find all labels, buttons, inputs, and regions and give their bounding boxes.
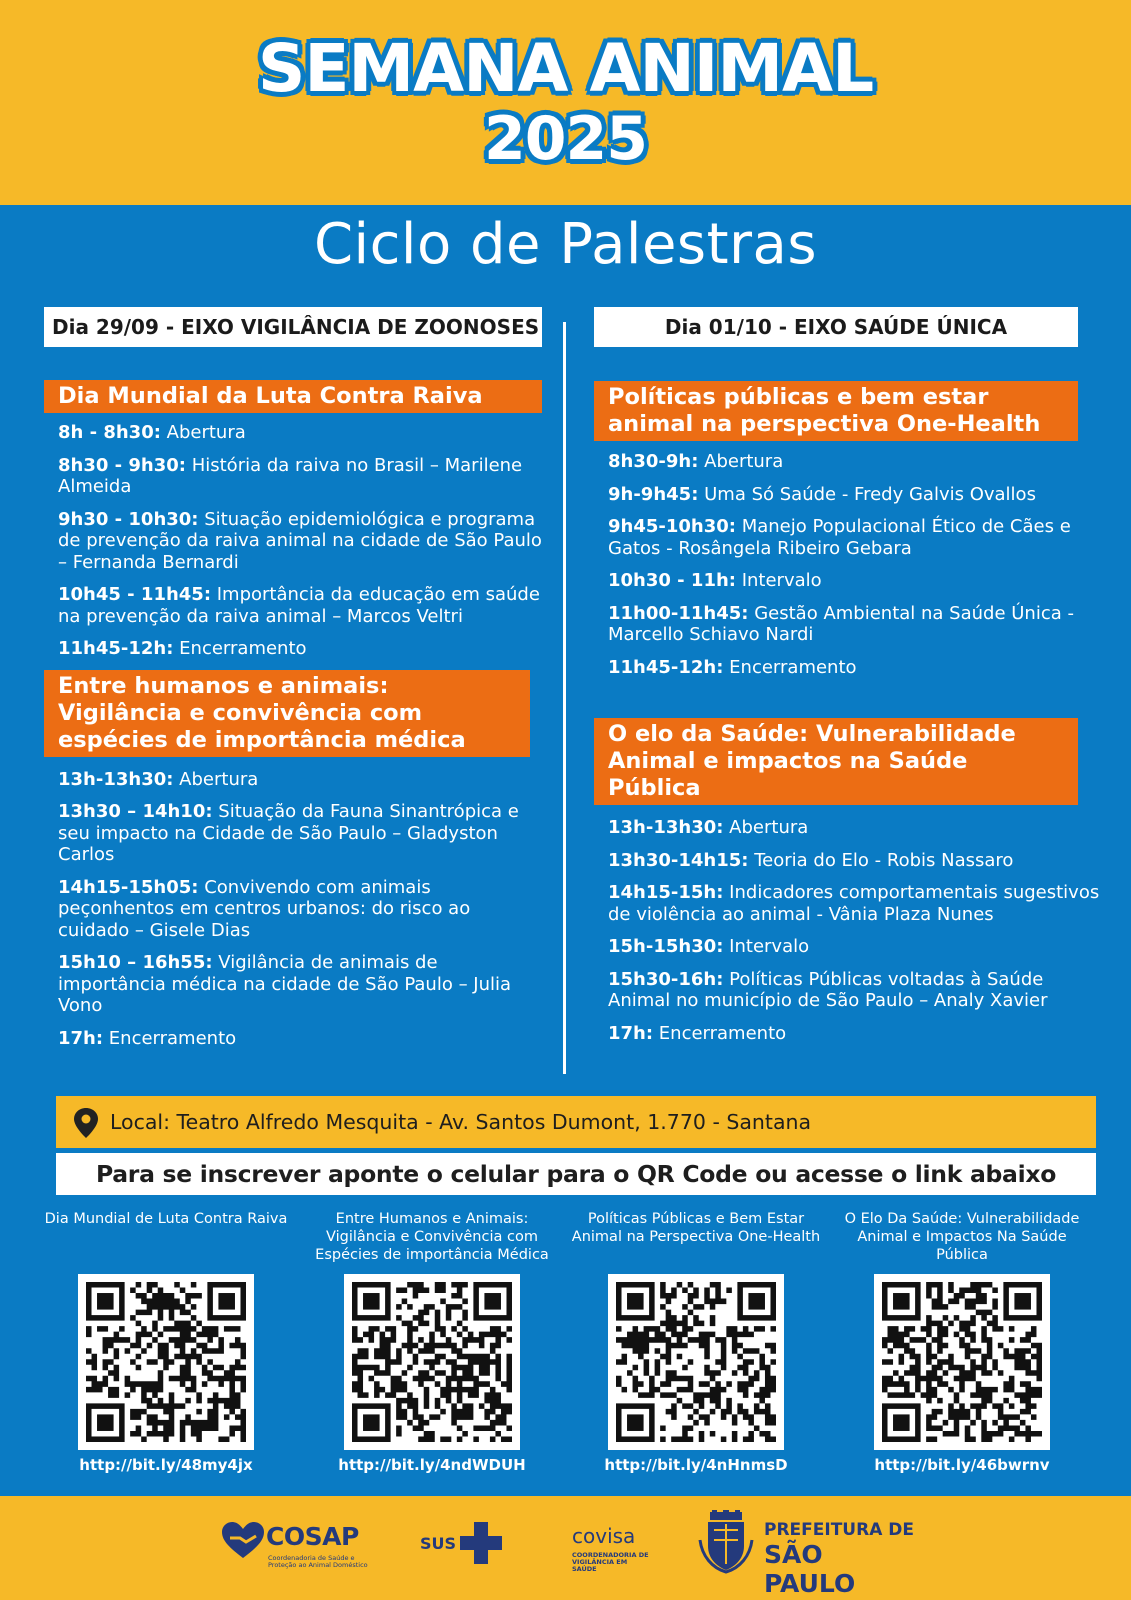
prefeitura-line2: SÃO PAULO [764,1540,856,1598]
session-item [58,877,542,942]
coat-of-arms-icon [698,1510,754,1574]
location-text: Local: Teatro Alfredo Mesquita - Av. Santos Dumont, 1.770 - Santana [110,1110,812,1134]
session-time: 8h30 - 9h30: [58,454,186,476]
session-text: Encerramento [723,656,857,678]
session-text: Situação da Fauna Sinantrópica e seu impacto na Cidade de São Paulo – Gladyston Carlos [58,801,519,865]
covisa-name: covisa [572,1524,636,1548]
session-text: Intervalo [735,570,822,591]
session-text: Teoria do Elo - Robis Nassaro [748,849,1014,871]
inscription-bar: Para se inscrever aponte o celular para o QR Code ou acesse o link abaixo [56,1153,1096,1195]
cosap-subtitle: Coordenadoria de Saúde e Proteção ao Animal Doméstico [268,1554,368,1569]
session-time: 14h15-15h05: [58,876,199,898]
covisa-logo [572,1522,652,1572]
session-text: Abertura [160,422,246,443]
session-item [58,509,542,574]
qr-code-icon[interactable] [608,1274,784,1450]
day-label-right: Dia 01/10 - EIXO SAÚDE ÚNICA [594,307,1078,347]
session-time: 9h-9h45: [608,483,699,505]
qr-code-icon[interactable] [78,1274,254,1450]
session-item [608,817,1100,839]
session-item [58,769,542,791]
session-text: Importância da educação em saúde na prevenção da raiva animal – Marcos Veltri [58,584,540,627]
session-item [608,484,1100,506]
qr-caption: Entre Humanos e Animais: Vigilância e Convivência com Espécies de importância Médica [315,1211,549,1263]
session-time: 15h10 – 16h55: [58,952,213,973]
session-text: Abertura [698,451,784,472]
session-time: 13h30-14h15: [608,849,749,871]
session-item [608,516,1100,559]
session-time: 13h30 – 14h10: [58,801,213,822]
session-list [44,769,542,1050]
qr-caption: Dia Mundial de Luta Contra Raiva [44,1211,288,1227]
session-text: Encerramento [173,638,307,659]
event-title [0,30,1131,174]
location-bar [56,1096,1096,1148]
section-title: O elo da Saúde: Vulnerabilidade Animal e impactos na Saúde Pública [594,718,1078,805]
session-text: Intervalo [723,936,810,957]
session-item [608,451,1100,473]
session-time: 17h: [608,1022,654,1044]
session-item [58,455,542,498]
session-item [608,936,1100,958]
title-line2: 2025 [484,104,647,174]
session-text: Encerramento [103,1027,237,1049]
section-title: Entre humanos e animais: Vigilância e convivência com espécies de importância médica [44,670,530,757]
heart-hand-icon [222,1522,264,1560]
session-time: 15h-15h30: [608,936,724,957]
left-column [44,307,542,1049]
session-time: 10h30 - 11h: [608,570,736,591]
qr-code-icon[interactable] [874,1274,1050,1450]
session-item [58,422,542,444]
right-column [594,307,1100,1044]
session-item [58,584,542,627]
session-item [58,638,542,660]
session-time: 11h45-12h: [608,656,724,678]
prefeitura-line1: PREFEITURA DE [764,1520,915,1540]
session-text: Indicadores comportamentais sugestivos de violência ao animal - Vânia Plaza Nunes [608,882,1100,925]
session-list [594,817,1100,1044]
session-time: 8h - 8h30: [58,422,161,443]
session-time: 17h: [58,1027,104,1049]
section-title: Dia Mundial da Luta Contra Raiva [44,380,542,413]
cosap-logo [222,1522,372,1572]
day-label-left: Dia 29/09 - EIXO VIGILÂNCIA DE ZOONOSES [44,307,542,347]
session-list [594,451,1100,678]
qr-card [41,1210,291,1474]
covisa-subtitle: COORDENADORIA DE VIGILÂNCIA EM SAÚDE [572,1551,649,1573]
title-line1: SEMANA ANIMAL [257,30,874,107]
session-text: Convivendo com animais peçonhentos em centros urbanos: do risco ao cuidado – Gisele Dias [58,876,471,941]
cross-icon [460,1522,502,1564]
session-text: Gestão Ambiental na Saúde Única - Marcello Schiavo Nardi [608,602,1074,645]
session-item [608,657,1100,679]
session-item [608,603,1100,646]
session-item [608,1023,1100,1045]
qr-link[interactable]: http://bit.ly/46bwrnv [874,1456,1050,1474]
map-pin-icon [74,1108,98,1138]
session-text: Manejo Populacional Ético de Cães e Gatos - Rosângela Ribeiro Gebara [608,516,1071,559]
session-time: 15h30-16h: [608,968,724,990]
section-title: Políticas públicas e bem estar animal na perspectiva One-Health [594,381,1078,441]
session-time: 14h15-15h: [608,882,724,903]
session-item [608,850,1100,872]
prefeitura-logo [698,1510,918,1598]
session-item [58,952,542,1017]
sus-name: SUS [420,1534,457,1553]
session-time: 13h-13h30: [58,768,174,790]
session-time: 11h45-12h: [58,638,174,659]
qr-link[interactable]: http://bit.ly/4ndWDUH [338,1456,526,1474]
session-text: Uma Só Saúde - Fredy Galvis Ovallos [698,483,1036,505]
session-time: 10h45 - 11h45: [58,584,212,605]
cosap-name: COSAP [266,1522,359,1551]
session-time: 13h-13h30: [608,817,724,838]
session-item [58,801,542,866]
footer-band [0,1496,1131,1600]
session-time: 9h30 - 10h30: [58,508,199,530]
session-time: 8h30-9h: [608,451,699,472]
qr-caption: Políticas Públicas e Bem Estar Animal na Perspectiva One-Health [571,1211,821,1245]
qr-card [307,1210,557,1474]
qr-card [571,1210,821,1474]
session-list [44,422,542,660]
qr-code-icon[interactable] [344,1274,520,1450]
session-item [608,969,1100,1012]
session-time: 9h45-10h30: [608,516,736,537]
session-item [608,882,1100,925]
session-text: Encerramento [653,1022,787,1044]
qr-link[interactable]: http://bit.ly/48my4jx [79,1456,253,1474]
session-time: 11h00-11h45: [608,602,749,624]
session-text: Situação epidemiológica e programa de prevenção da raiva animal na cidade de São Paulo – Fernanda Bernardi [58,508,542,573]
session-text: Abertura [173,768,259,790]
session-text: Abertura [723,817,809,838]
qr-card [837,1210,1087,1474]
column-divider [563,322,566,1074]
session-item [58,1028,542,1050]
subtitle: Ciclo de Palestras [313,212,818,277]
sus-logo [420,1522,500,1566]
qr-caption: O Elo Da Saúde: Vulnerabilidade Animal e Impactos Na Saúde Pública [844,1211,1080,1263]
qr-link[interactable]: http://bit.ly/4nHnmsD [604,1456,788,1474]
session-text: Políticas Públicas voltadas à Saúde Animal no município de São Paulo – Analy Xavier [608,968,1048,1011]
session-text: História da raiva no Brasil – Marilene Almeida [58,454,523,497]
session-item [608,570,1100,592]
session-text: Vigilância de animais de importância médica na cidade de São Paulo – Julia Vono [58,952,512,1016]
